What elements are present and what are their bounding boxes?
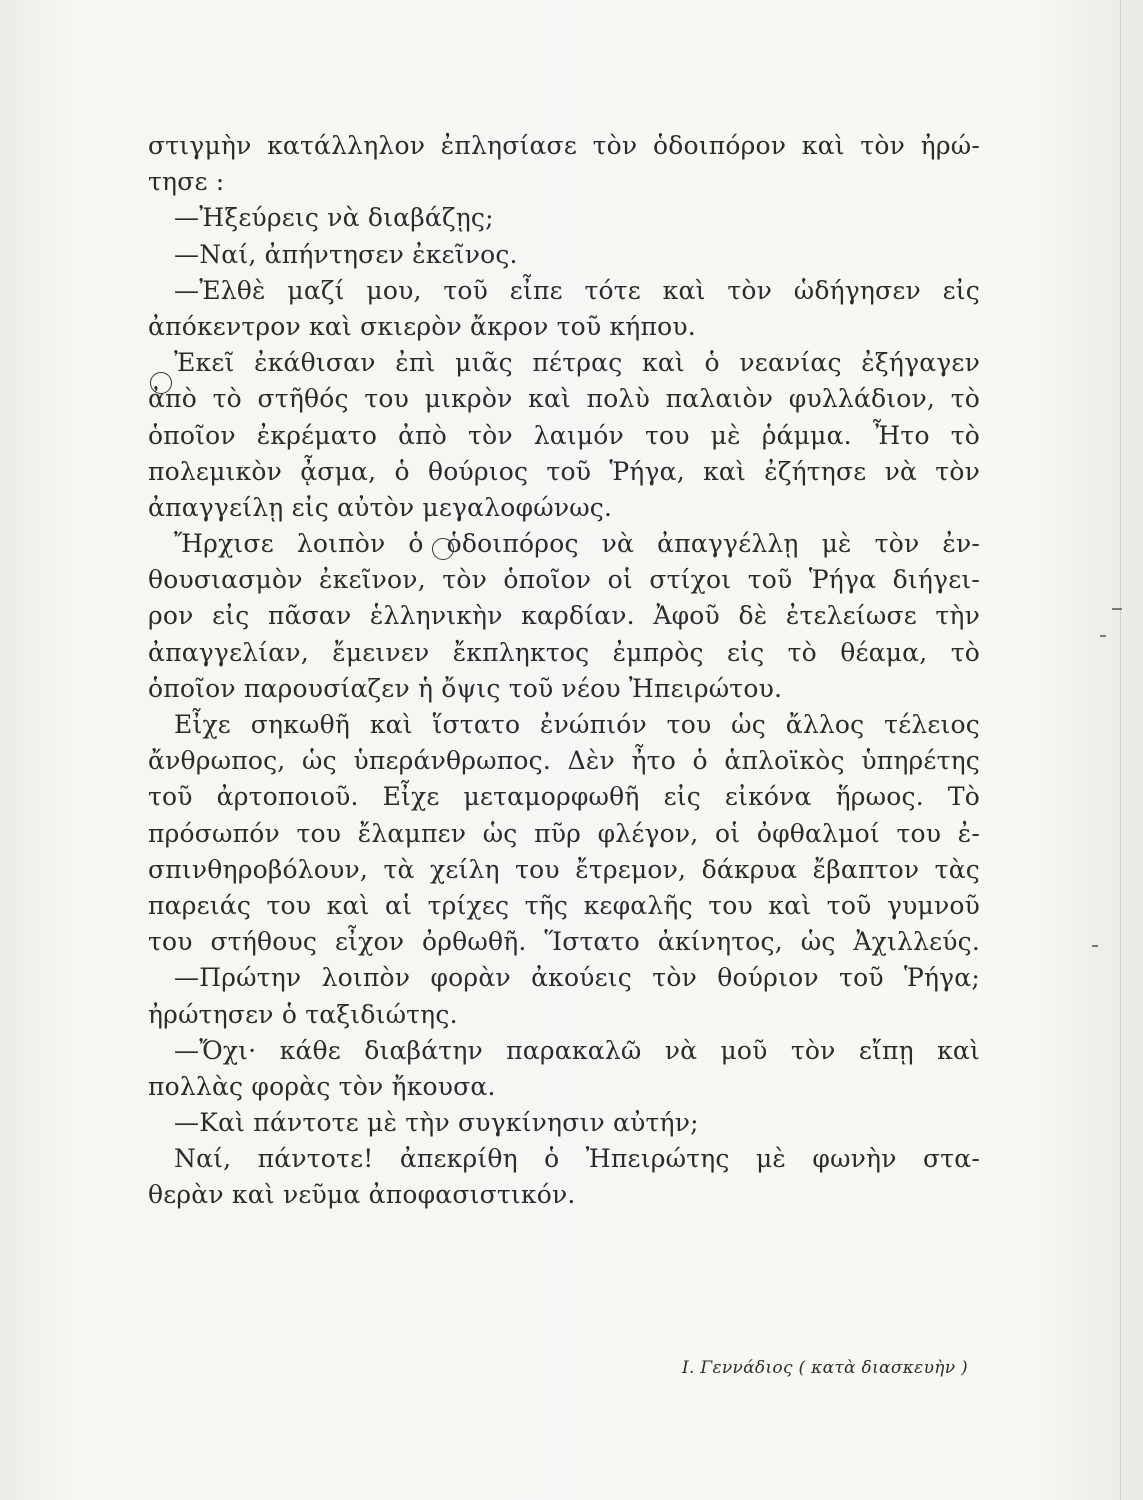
text-line: τησε :	[148, 167, 225, 197]
text-line: ἀπὸ τὸ στῆθός του μικρὸν καὶ πολὺ παλαιὸν φυλλάδιον, τὸ	[148, 384, 980, 414]
text-line: ἄνθρωπος, ὡς ὑπεράνθρωπος. Δὲν ἦτο ὁ ἁπλοϊκὸς ὑπηρέτης	[148, 746, 980, 776]
text-line: ἀπαγγείλῃ εἰς αὐτὸν μεγαλοφώνως.	[148, 492, 613, 522]
text-line: Εἶχε σηκωθῆ καὶ ἵστατο ἐνώπιόν του ὡς ἄλλος τέλειος	[174, 710, 980, 739]
text-line: ὁποῖον παρουσίαζεν ἡ ὄψις τοῦ νέου Ἠπειρώτου.	[148, 673, 783, 703]
text-line: —Ὄχι· κάθε διαβάτην παρακαλῶ νὰ μοῦ τὸν εἴπῃ καὶ	[174, 1035, 980, 1065]
pencil-circle-mark	[150, 372, 172, 394]
text-line: πρόσωπόν του ἔλαμπεν ὡς πῦρ φλέγον, οἱ ὀφθαλμοί του ἐ-	[148, 818, 980, 848]
text-line: ὁποῖον ἐκρέματο ἀπὸ τὸν λαιμόν του μὲ ῥάμμα. Ἦτο τὸ	[148, 420, 980, 450]
text-line: Ναί, πάντοτε! ἀπεκρίθη ὁ Ἠπειρώτης μὲ φωνὴν στα-	[174, 1144, 980, 1174]
scan-nick	[1092, 945, 1098, 947]
body-text	[148, 128, 980, 1214]
scan-nick	[1112, 608, 1122, 610]
text-line: θουσιασμὸν ἐκεῖνον, τὸν ὁποῖον οἱ στίχοι τοῦ Ῥήγα διήγει-	[148, 565, 980, 595]
text-line: παρειάς του καὶ αἱ τρίχες τῆς κεφαλῆς του καὶ τοῦ γυμνοῦ	[148, 890, 980, 920]
author-attribution: Ι. Γεννάδιος ( κατὰ διασκευὴν )	[681, 1358, 968, 1378]
text-line: —Ναί, ἀπήντησεν ἐκεῖνος.	[174, 239, 518, 269]
text-line: τοῦ ἀρτοποιοῦ. Εἶχε μεταμορφωθῆ εἰς εἰκόνα ἥρωος. Τὸ	[148, 782, 980, 812]
pencil-circle-mark	[432, 538, 454, 560]
text-line: —Ἠξεύρεις νὰ διαβάζῃς;	[174, 203, 494, 233]
text-line: θερὰν καὶ νεῦμα ἀποφασιστικόν.	[148, 1180, 576, 1210]
text-line: Ἐκεῖ ἐκάθισαν ἐπὶ μιᾶς πέτρας καὶ ὁ νεανίας ἐξήγαγεν	[174, 348, 980, 378]
text-line: ἀπαγγελίαν, ἔμεινεν ἔκπληκτος ἐμπρὸς εἰς τὸ θέαμα, τὸ	[148, 637, 980, 667]
text-line: πολεμικὸν ᾆσμα, ὁ θούριος τοῦ Ῥήγα, καὶ ἐζήτησε νὰ τὸν	[148, 456, 980, 486]
text-line: πολλὰς φορὰς τὸν ἤκουσα.	[148, 1071, 496, 1101]
text-line: —Πρώτην λοιπὸν φορὰν ἀκούεις τὸν θούριον τοῦ Ῥήγα;	[174, 963, 980, 993]
text-line: ἀπόκεντρον καὶ σκιερὸν ἄκρον τοῦ κήπου.	[148, 311, 696, 341]
text-line: ρον εἰς πᾶσαν ἑλληνικὴν καρδίαν. Ἀφοῦ δὲ ἐτελείωσε τὴν	[148, 601, 980, 631]
text-line: του στήθους εἶχον ὀρθωθῆ. Ἵστατο ἀκίνητος, ὡς Ἀχιλλεύς.	[148, 927, 980, 957]
page-edge	[1120, 0, 1121, 1500]
text-line: —Ἐλθὲ μαζί μου, τοῦ εἶπε τότε καὶ τὸν ὡδήγησεν εἰς	[174, 275, 980, 305]
text-line: ἠρώτησεν ὁ ταξιδιώτης.	[148, 999, 458, 1029]
text-line: στιγμὴν κατάλληλον ἐπλησίασε τὸν ὁδοιπόρον καὶ τὸν ἠρώ-	[148, 131, 980, 160]
text-line: σπινθηροβόλουν, τὰ χείλη του ἔτρεμον, δάκρυα ἔβαπτον τὰς	[148, 854, 980, 884]
scan-nick	[1100, 635, 1106, 637]
text-line: —Καὶ πάντοτε μὲ τὴν συγκίνησιν αὐτήν;	[174, 1108, 699, 1138]
text-line: Ἤρχισε λοιπὸν ὁ ὁδοιπόρος νὰ ἀπαγγέλλῃ μὲ τὸν ἐν-	[174, 529, 980, 559]
